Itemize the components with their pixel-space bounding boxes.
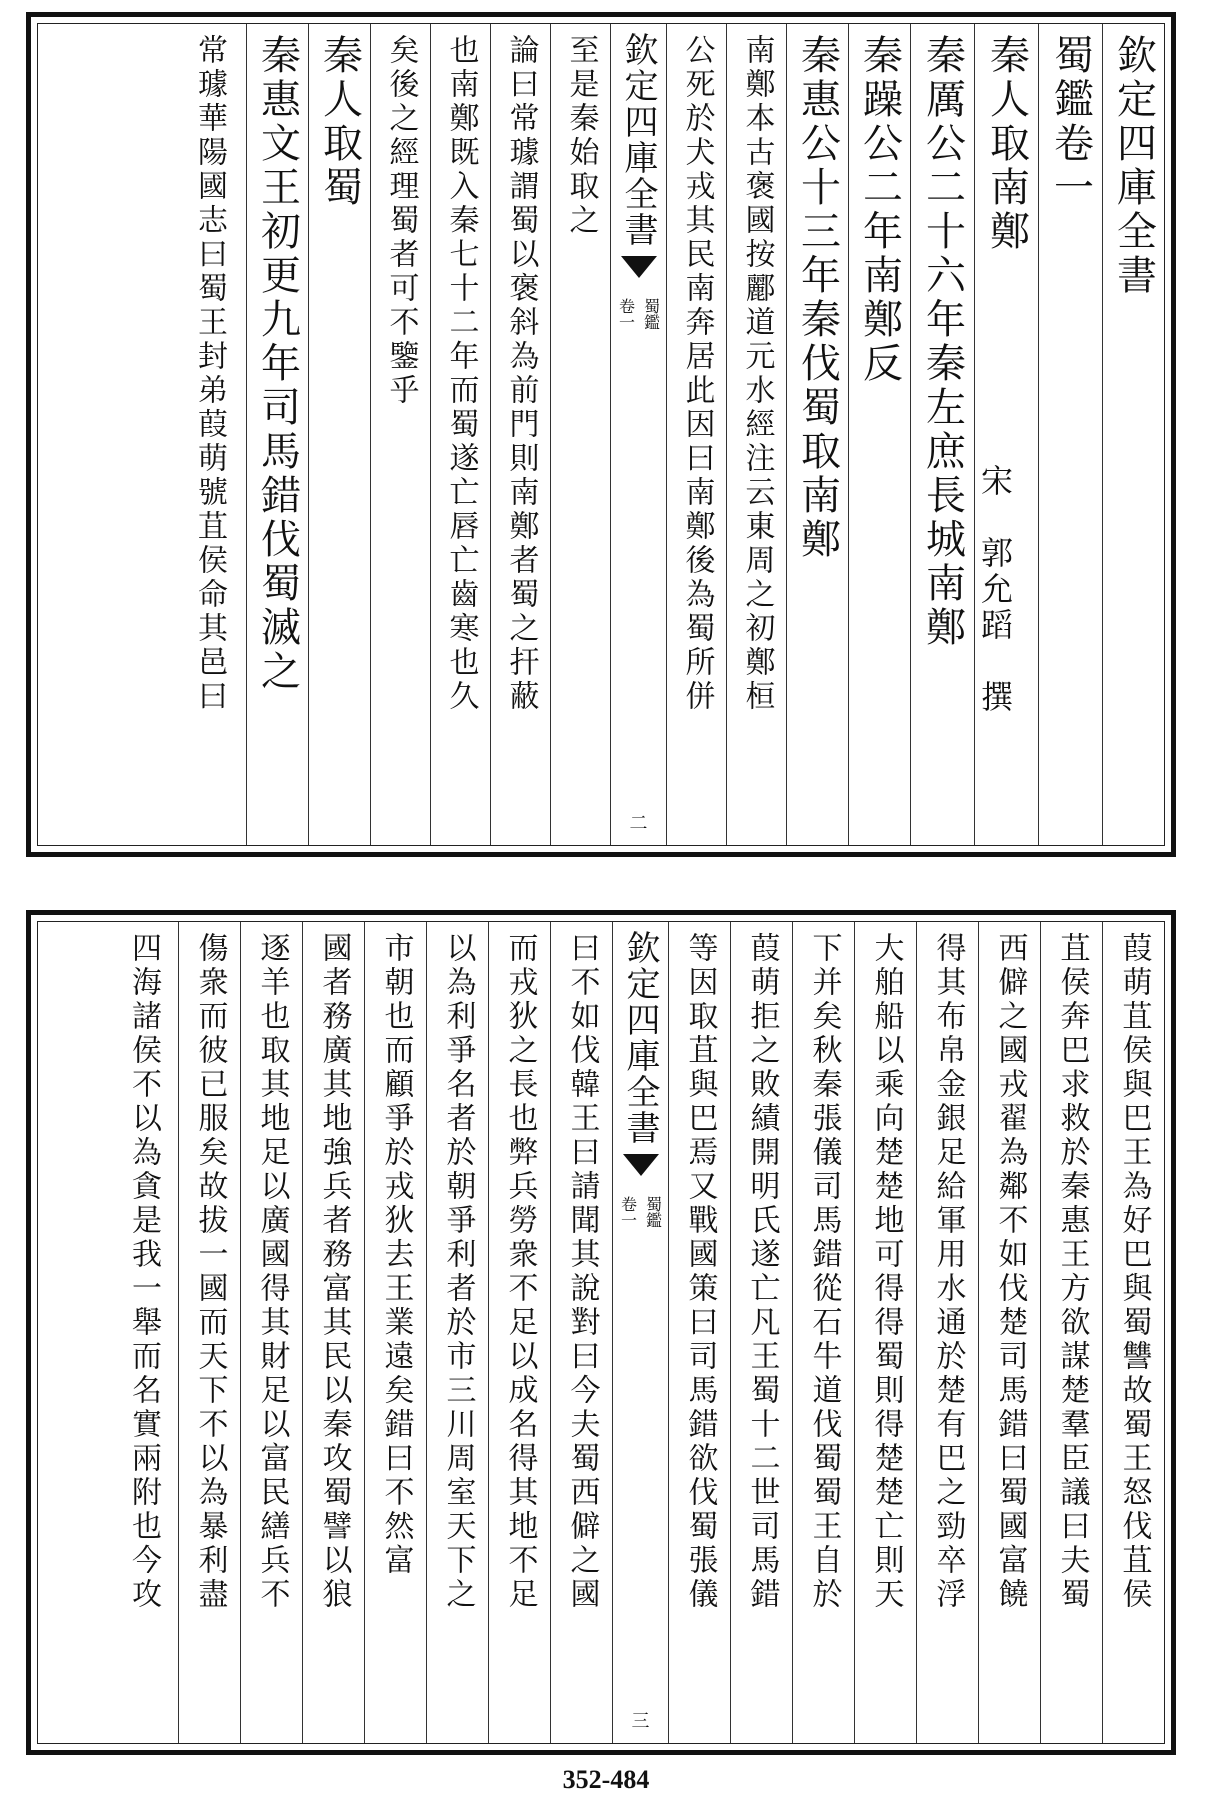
text-column [1102, 24, 1164, 845]
column-text: 秦人取南鄭 [983, 34, 1030, 254]
column-text: 市朝也而顧爭於戎狄去王業遠矣錯曰不然富 [378, 932, 414, 1578]
text-column [848, 24, 910, 845]
column-text: 逐羊也取其地足以廣國得其財足以富民繕兵不 [254, 932, 290, 1612]
column-text: 西僻之國戎翟為鄰不如伐楚司馬錯曰蜀國富饒 [992, 932, 1028, 1612]
text-column [108, 922, 178, 1743]
column-text: 矣後之經理蜀者可不鑒乎 [383, 34, 419, 408]
column-text: 以為利爭名者於朝爭利者於市三川周室天下之 [440, 932, 476, 1612]
column-text: 論曰常璩謂蜀以褒斜為前門則南鄭者蜀之扞蔽 [503, 34, 539, 714]
column-text: 曰不如伐韓王曰請聞其說對曰今夫蜀西僻之國 [564, 932, 600, 1612]
column-text: 四海諸侯不以為貪是我一舉而名實兩附也今攻 [126, 932, 161, 1612]
text-column [910, 24, 974, 845]
text-column [426, 922, 488, 1743]
text-column [666, 24, 726, 845]
folio-number: 二 [629, 813, 648, 834]
bottom-page-frame [37, 921, 1165, 1744]
text-column [916, 922, 978, 1743]
text-column [786, 24, 848, 845]
top-page-frame [37, 23, 1165, 846]
center-title: 欽定四庫全書 [620, 930, 660, 1146]
author-line: 宋 郭允蹈 撰 [976, 464, 1014, 716]
column-text: 公死於犬戎其民南奔居此因曰南鄭後為蜀所併 [679, 34, 715, 714]
center-subtitle-part: 卷一 [616, 298, 636, 330]
column-text: 至是秦始取之 [563, 34, 599, 238]
text-column [490, 24, 550, 845]
column-text: 大舶船以乘向楚楚地可得得蜀則得楚楚亡則天 [868, 932, 904, 1612]
fishtail-mark-icon [623, 1154, 659, 1176]
column-text: 秦人取蜀 [316, 34, 363, 210]
text-column [550, 24, 610, 845]
center-subtitle [617, 1196, 665, 1228]
text-column [730, 922, 792, 1743]
text-column [974, 24, 1038, 845]
bottom-page [26, 910, 1176, 1755]
text-column [1040, 922, 1102, 1743]
center-fold-column [610, 24, 666, 845]
column-text: 南鄭本古褒國按酈道元水經注云東周之初鄭桓 [739, 34, 775, 714]
text-column [792, 922, 854, 1743]
column-text: 葭萌苴侯與巴王為好巴與蜀讐故蜀王怒伐苴侯 [1116, 932, 1152, 1612]
column-text: 傷衆而彼已服矣故拔一國而天下不以為暴利盡 [192, 932, 228, 1612]
page-number: 352-484 [562, 1765, 650, 1794]
text-column [240, 922, 302, 1743]
text-column [246, 24, 308, 845]
text-column [308, 24, 370, 845]
column-text: 下并矣秋秦張儀司馬錯從石牛道伐蜀蜀王自於 [806, 932, 842, 1612]
top-columns [38, 24, 1164, 845]
center-subtitle-part: 卷一 [618, 1196, 638, 1228]
center-subtitle [615, 298, 663, 330]
center-title: 欽定四庫全書 [618, 32, 658, 248]
text-column [488, 922, 550, 1743]
text-column [430, 24, 490, 845]
text-column [978, 922, 1040, 1743]
text-column [726, 24, 786, 845]
column-text: 秦惠公十三年秦伐蜀取南鄭 [794, 34, 841, 562]
top-page [26, 12, 1176, 857]
column-text: 得其布帛金銀足給軍用水通於楚有巴之勁卒浮 [930, 932, 966, 1612]
column-text: 蜀鑑卷一 [1047, 34, 1094, 210]
text-column [1038, 24, 1102, 845]
fishtail-mark-icon [621, 256, 657, 278]
text-column [668, 922, 730, 1743]
text-column [178, 922, 240, 1743]
column-text: 苴侯奔巴求救於秦惠王方欲謀楚羣臣議曰夫蜀 [1054, 932, 1090, 1612]
column-text: 而戎狄之長也弊兵勞衆不足以成名得其地不足 [502, 932, 538, 1612]
column-text: 欽定四庫全書 [1110, 34, 1157, 298]
column-text: 秦惠文王初更九年司馬錯伐蜀滅之 [254, 34, 301, 694]
column-text: 等因取苴與巴焉又戰國策曰司馬錯欲伐蜀張儀 [682, 932, 718, 1612]
column-text: 秦躁公二年南鄭反 [856, 34, 903, 386]
text-column [370, 24, 430, 845]
text-column [1102, 922, 1164, 1743]
text-column [854, 922, 916, 1743]
center-fold-column [612, 922, 668, 1743]
text-column [302, 922, 364, 1743]
bottom-columns [38, 922, 1164, 1743]
column-text: 常璩華陽國志曰蜀王封弟葭萌號苴侯命其邑曰 [192, 34, 227, 714]
folio-number: 三 [631, 1711, 650, 1732]
center-subtitle-part: 蜀鑑 [641, 298, 661, 330]
column-text: 國者務廣其地強兵者務富其民以秦攻蜀譬以狼 [316, 932, 352, 1612]
text-column [172, 24, 246, 845]
center-subtitle-part: 蜀鑑 [643, 1196, 663, 1228]
column-text: 葭萌拒之敗績開明氏遂亡凡王蜀十二世司馬錯 [744, 932, 780, 1612]
text-column [364, 922, 426, 1743]
column-text: 也南鄭既入秦七十二年而蜀遂亡唇亡齒寒也久 [443, 34, 479, 714]
column-text: 秦厲公二十六年秦左庶長城南鄭 [919, 34, 966, 650]
text-column [550, 922, 612, 1743]
